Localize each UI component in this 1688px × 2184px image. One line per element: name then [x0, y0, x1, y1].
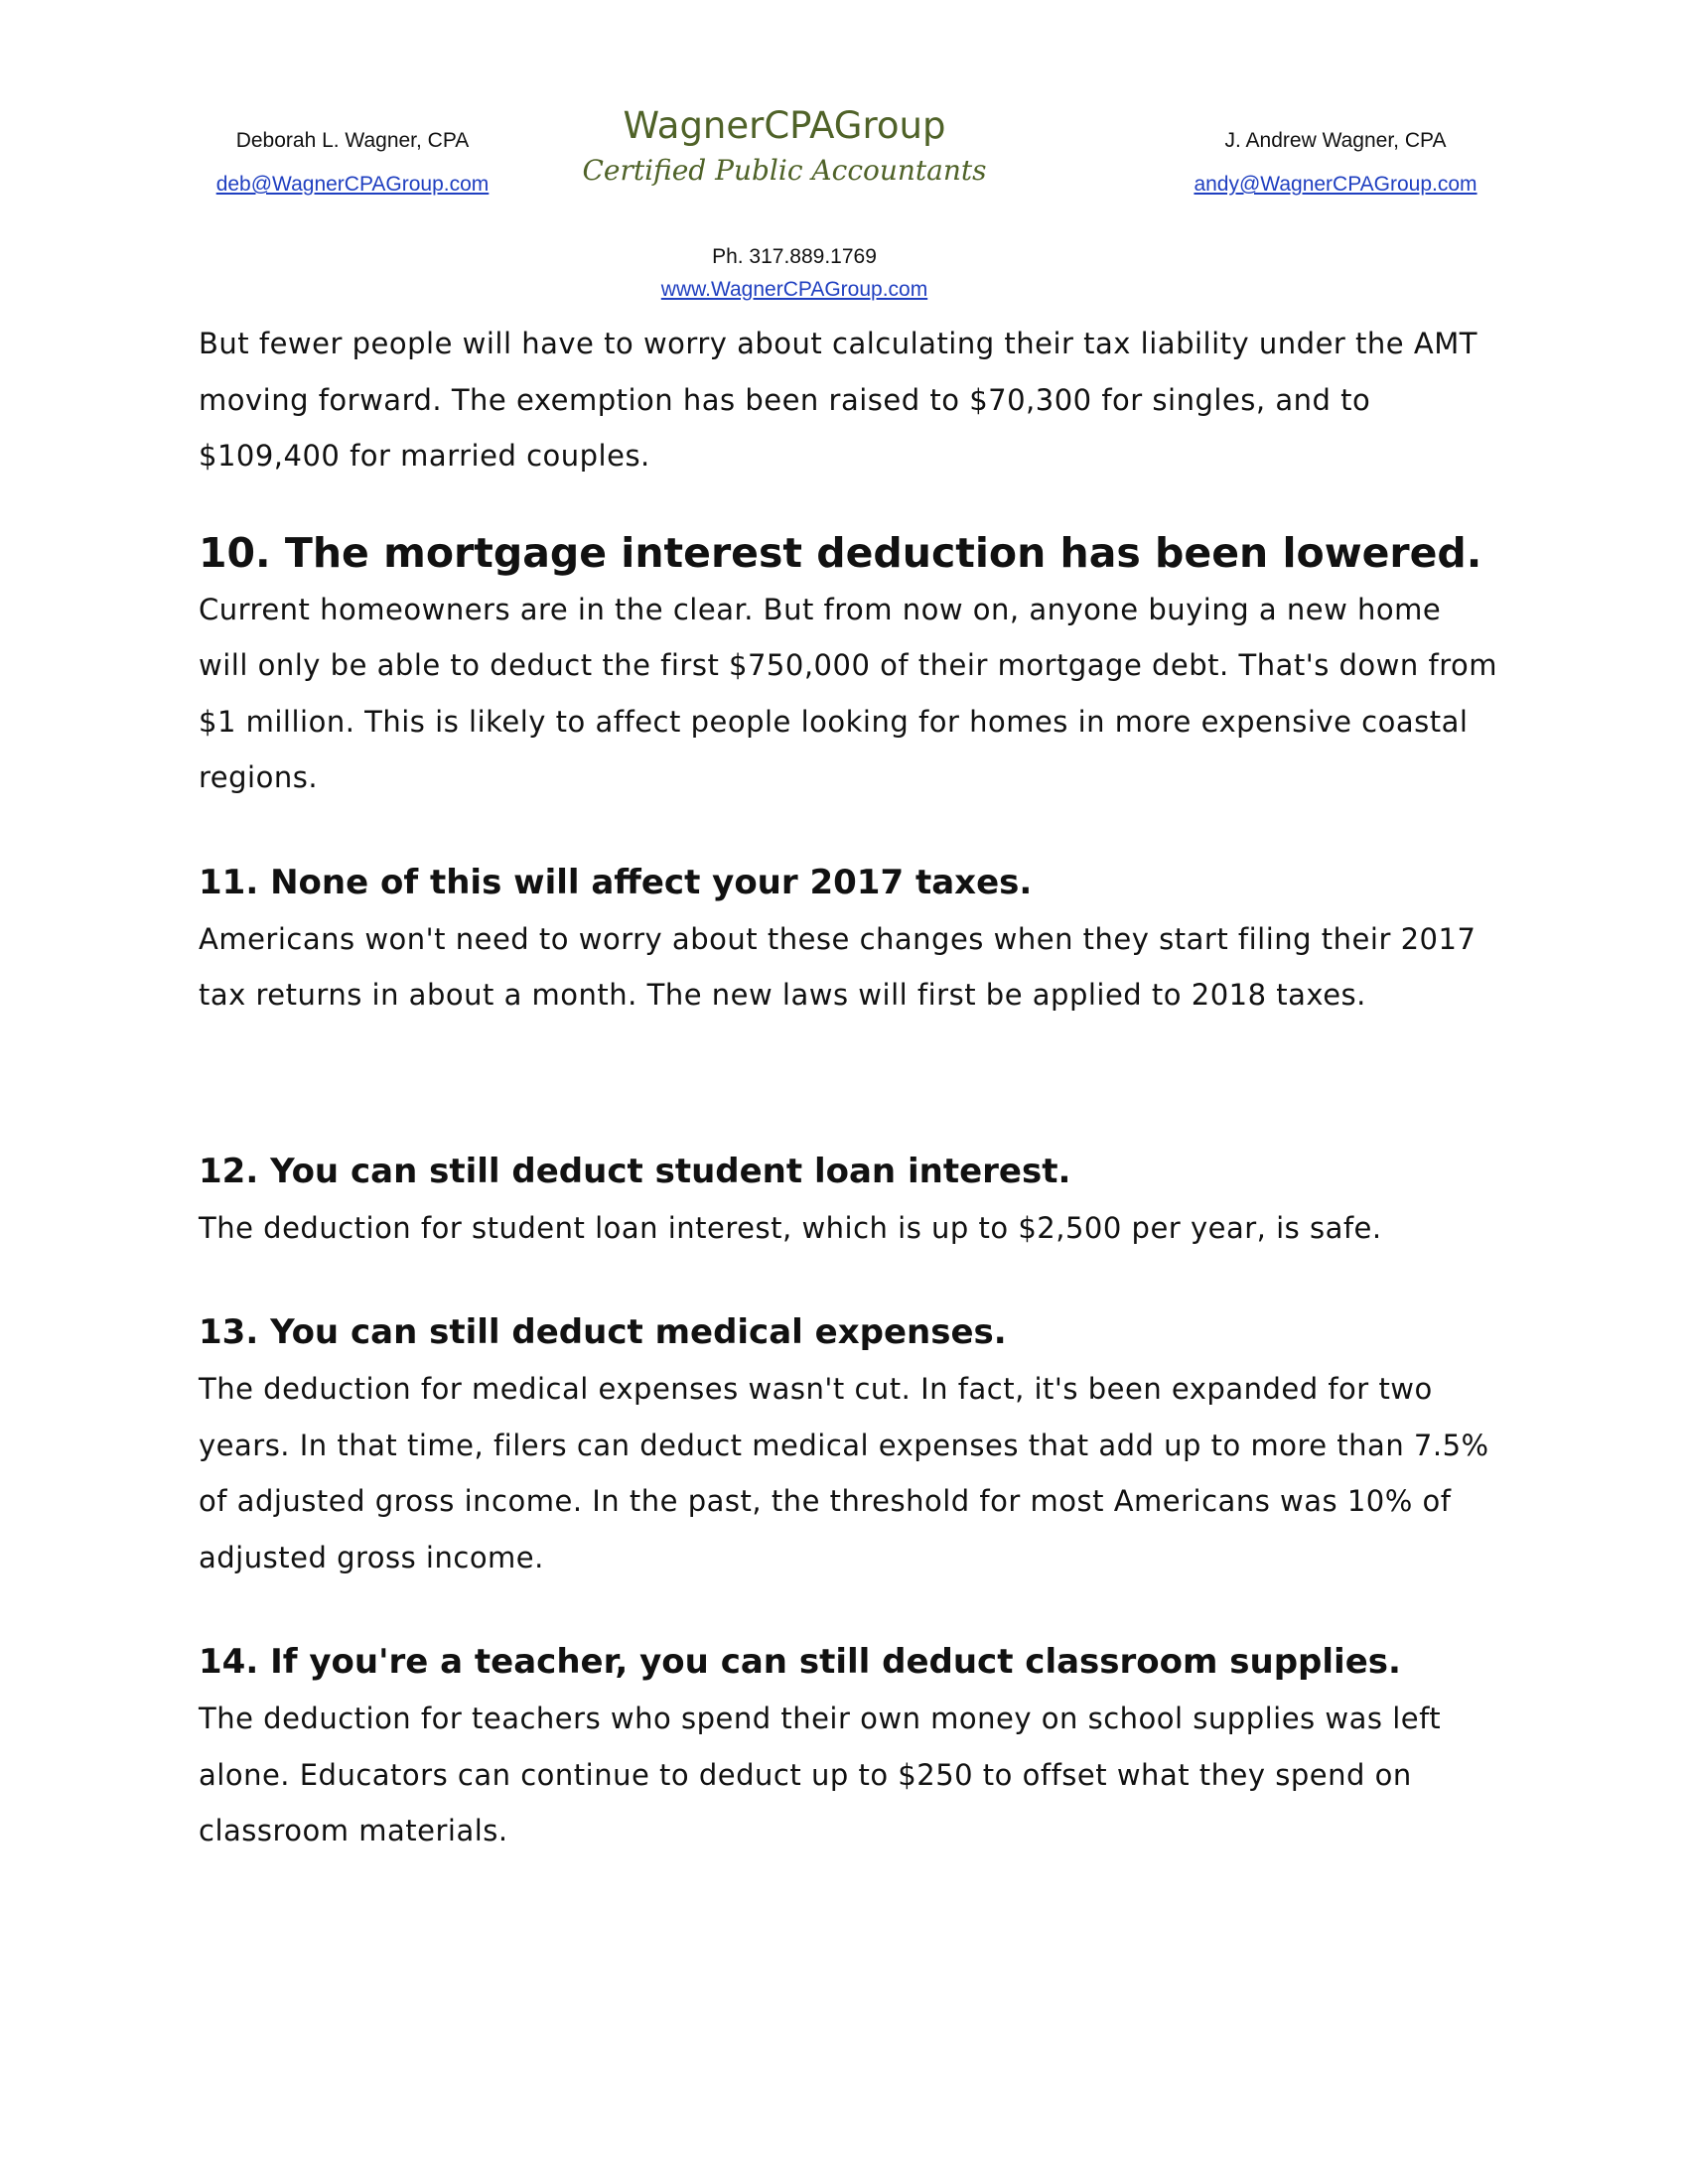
left-email-link[interactable]: deb@WagnerCPAGroup.com — [215, 173, 490, 196]
left-cpa-name: Deborah L. Wagner, CPA — [235, 129, 470, 152]
header-right-contact — [1177, 119, 1494, 206]
website-link[interactable]: www.WagnerCPAGroup.com — [660, 278, 928, 301]
header-phone-website — [596, 240, 993, 306]
section-text-14: The deduction for teachers who spend their own money on school supplies was left alone. Educators can continue to deduct up to $250 to offset what they spend on classroom materials. — [199, 1702, 1442, 1847]
right-cpa-name: J. Andrew Wagner, CPA — [1224, 129, 1447, 152]
section-heading-13: 13. You can still deduct medical expenses. — [199, 1312, 1007, 1352]
phone-number: Ph. 317.889.1769 — [712, 245, 877, 268]
brand-name: WagnerCPAGroup — [623, 104, 946, 147]
section-text-12: The deduction for student loan interest, which is up to $2,500 per year, is safe. — [199, 1210, 1382, 1245]
section-heading-10: 10. The mortgage interest deduction has been lowered. — [199, 528, 1482, 577]
section-text-11: Americans won't need to worry about these changes when they start filing their 2017 tax returns in about a month. The new laws will first be applied to 2018 taxes. — [199, 921, 1477, 1012]
intro-paragraph: But fewer people will have to worry about calculating their tax liability under the AMT moving forward. The exemption has been raised to $70,300 for singles, and to $109,400 for married couples. — [199, 327, 1477, 473]
section-text-13: The deduction for medical expenses wasn't cut. In fact, it's been expanded for two years. In that time, filers can deduct medical expenses that add up to more than 7.5% of adjusted gross income. In the past, the threshold for most Americans was 10% of adjusted gross income. — [199, 1372, 1489, 1574]
section-heading-11: 11. None of this will affect your 2017 taxes. — [199, 862, 1033, 902]
section-heading-14: 14. If you're a teacher, you can still deduct classroom supplies. — [199, 1642, 1401, 1682]
section-text-10: Current homeowners are in the clear. But from now on, anyone buying a new home will only be able to deduct the first $750,000 of their mortgage debt. That's down from $1 million. This is likely to affect people looking for homes in more expensive coastal regions. — [199, 592, 1497, 794]
brand-tagline: Certified Public Accountants — [582, 154, 987, 187]
document-body — [199, 316, 1499, 1859]
header-left-contact — [204, 119, 501, 206]
right-email-link[interactable]: andy@WagnerCPAGroup.com — [1194, 173, 1477, 196]
header-brand — [546, 99, 1023, 189]
section-heading-12: 12. You can still deduct student loan interest. — [199, 1151, 1071, 1191]
